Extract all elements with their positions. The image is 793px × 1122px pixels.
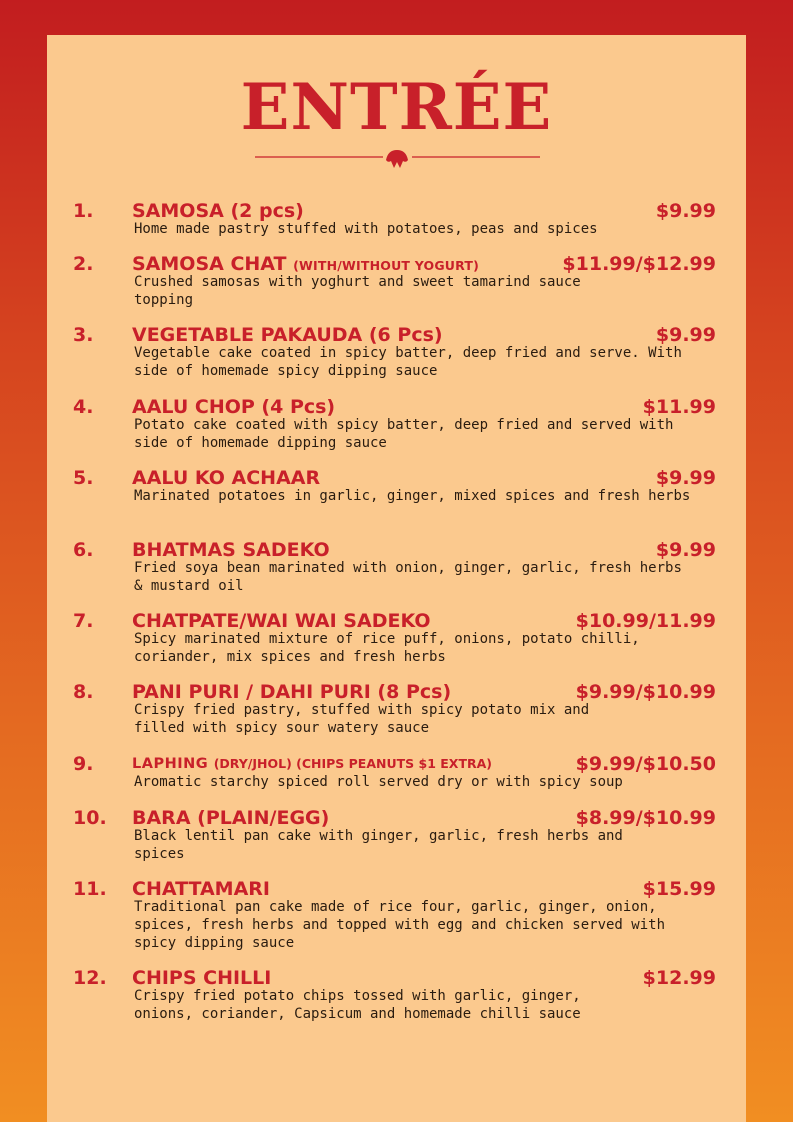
item-description: Marinated potatoes in garlic, ginger, mixed spices and fresh herbs bbox=[134, 488, 691, 504]
item-price: $9.99 bbox=[655, 539, 716, 561]
item-number: 4. bbox=[73, 396, 94, 418]
item-name: AALU KO ACHAAR bbox=[132, 467, 321, 489]
item-description: Home made pastry stuffed with potatoes, peas and spices bbox=[134, 221, 598, 237]
item-price: $9.99/$10.50 bbox=[575, 753, 716, 775]
item-name: BHATMAS SADEKO bbox=[132, 539, 330, 561]
item-description: Crispy fried potato chips tossed with garlic, ginger, onions, coriander, Capsicum and homemade chilli sauce bbox=[134, 988, 581, 1022]
item-number: 1. bbox=[73, 200, 94, 222]
item-number: 12. bbox=[73, 967, 107, 989]
item-note: (WITH/WITHOUT YOGURT) bbox=[293, 258, 480, 273]
item-number: 9. bbox=[73, 753, 94, 775]
item-number: 8. bbox=[73, 681, 94, 703]
item-price: $9.99 bbox=[655, 467, 716, 489]
item-price: $8.99/$10.99 bbox=[575, 807, 716, 829]
item-price: $15.99 bbox=[642, 878, 716, 900]
item-name: SAMOSA (2 pcs) bbox=[132, 200, 304, 222]
item-description: Crispy fried pastry, stuffed with spicy potato mix and filled with spicy sour watery sauce bbox=[134, 702, 590, 736]
item-price: $9.99 bbox=[655, 200, 716, 222]
item-number: 3. bbox=[73, 324, 94, 346]
item-name: CHATPATE/WAI WAI SADEKO bbox=[132, 610, 431, 632]
item-number: 6. bbox=[73, 539, 94, 561]
item-description: Fried soya bean marinated with onion, ginger, garlic, fresh herbs & mustard oil bbox=[134, 560, 682, 594]
item-name: SAMOSA CHAT (WITH/WITHOUT YOGURT) bbox=[132, 253, 480, 275]
title-divider bbox=[255, 148, 540, 170]
item-name: PANI PURI / DAHI PURI (8 Pcs) bbox=[132, 681, 452, 703]
item-name: BARA (PLAIN/EGG) bbox=[132, 807, 330, 829]
item-name: LAPHING (DRY/JHOL) (CHIPS PEANUTS $1 EXTRA) bbox=[132, 756, 492, 772]
item-number: 7. bbox=[73, 610, 94, 632]
item-number: 10. bbox=[73, 807, 107, 829]
item-number: 11. bbox=[73, 878, 107, 900]
item-description: Traditional pan cake made of rice four, garlic, ginger, onion, spices, fresh herbs and topped with egg and chicken served with spicy dipping sauce bbox=[134, 899, 666, 951]
item-name: VEGETABLE PAKAUDA (6 Pcs) bbox=[132, 324, 443, 346]
item-number: 5. bbox=[73, 467, 94, 489]
item-price: $9.99/$10.99 bbox=[575, 681, 716, 703]
item-name: AALU CHOP (4 Pcs) bbox=[132, 396, 336, 418]
page-title: ENTRÉE bbox=[240, 70, 553, 145]
item-note: (DRY/JHOL) (CHIPS PEANUTS $1 EXTRA) bbox=[213, 756, 492, 771]
item-description: Aromatic starchy spiced roll served dry or with spicy soup bbox=[134, 774, 623, 790]
item-price: $9.99 bbox=[655, 324, 716, 346]
item-description: Crushed samosas with yoghurt and sweet tamarind sauce topping bbox=[134, 274, 581, 308]
item-price: $10.99/11.99 bbox=[575, 610, 716, 632]
item-description: Spicy marinated mixture of rice puff, onions, potato chilli, coriander, mix spices and fresh herbs bbox=[134, 631, 640, 665]
item-name: CHIPS CHILLI bbox=[132, 967, 272, 989]
item-description: Vegetable cake coated in spicy batter, deep fried and serve. With side of homemade spicy dipping sauce bbox=[134, 345, 682, 379]
item-name: CHATTAMARI bbox=[132, 878, 270, 900]
item-description: Potato cake coated with spicy batter, deep fried and served with side of homemade dipping sauce bbox=[134, 417, 674, 451]
item-description: Black lentil pan cake with ginger, garlic, fresh herbs and spices bbox=[134, 828, 623, 862]
item-price: $12.99 bbox=[642, 967, 716, 989]
item-number: 2. bbox=[73, 253, 94, 275]
item-price: $11.99 bbox=[642, 396, 716, 418]
item-price: $11.99/$12.99 bbox=[562, 253, 716, 275]
